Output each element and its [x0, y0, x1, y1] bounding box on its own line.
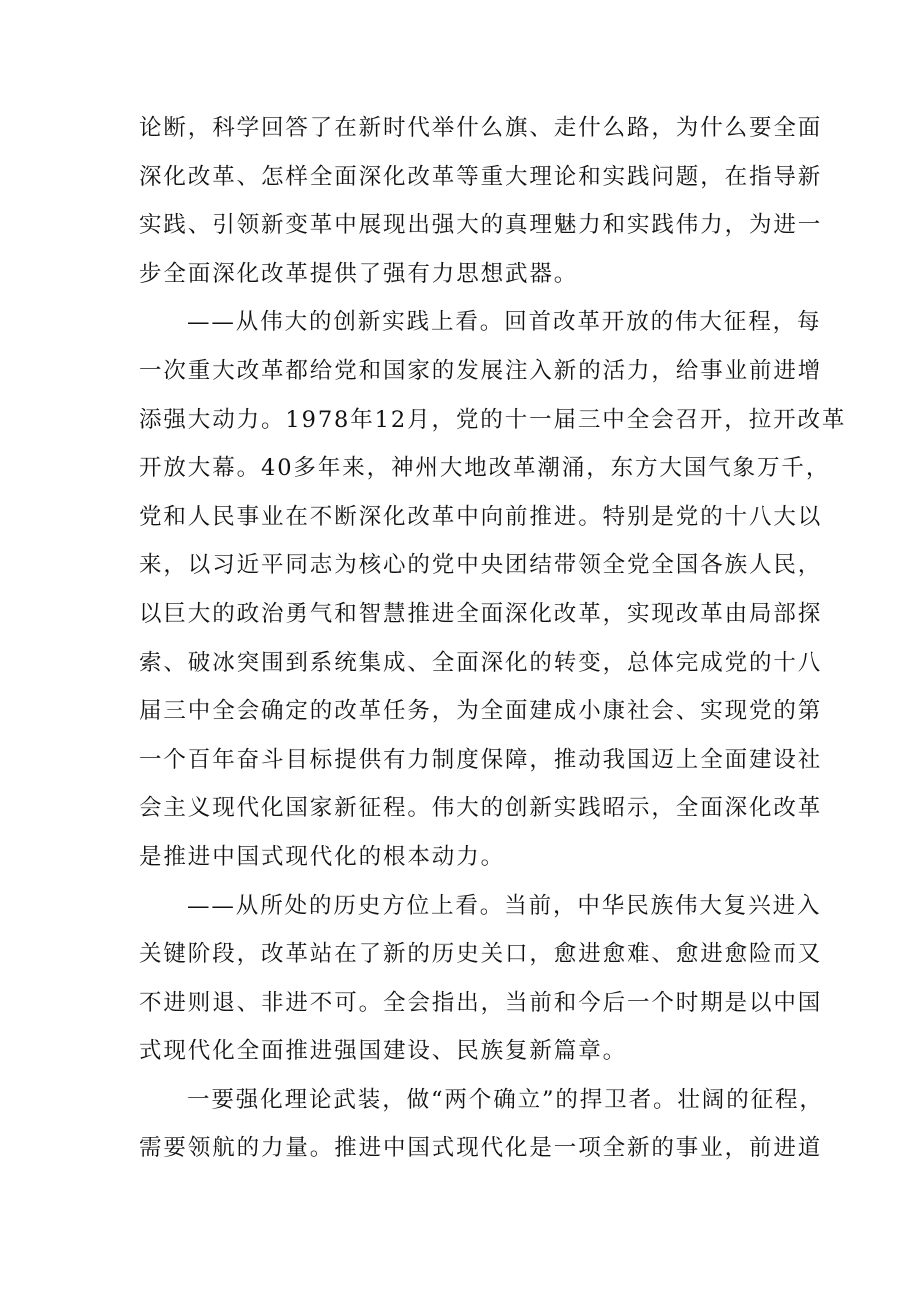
text-line: 实践、引领新变革中展现出强大的真理魅力和实践伟力，为进一	[139, 212, 823, 239]
text-line: 以巨大的政治勇气和智慧推进全面深化改革，实现改革由局部探	[139, 600, 823, 627]
text-line: 是推进中国式现代化的根本动力。	[139, 843, 506, 870]
text-line: 添强大动力。1978年12月，党的十一届三中全会召开，拉开改革	[139, 406, 847, 433]
text-line: 会主义现代化国家新征程。伟大的创新实践昭示，全面深化改革	[139, 795, 823, 822]
text-line: 关键阶段，改革站在了新的历史关口，愈进愈难、愈进愈险而又	[139, 941, 823, 968]
text-line: 一个百年奋斗目标提供有力制度保障，推动我国迈上全面建设社	[139, 746, 823, 773]
text-line: 一要强化理论武装，做“两个确立”的捍卫者。壮阔的征程，	[187, 1086, 824, 1113]
text-line: 一次重大改革都给党和国家的发展注入新的活力，给事业前进增	[139, 357, 823, 384]
text-line: 深化改革、怎样全面深化改革等重大理论和实践问题，在指导新	[139, 163, 823, 190]
text-line: ——从所处的历史方位上看。当前，中华民族伟大复兴进入	[187, 892, 822, 919]
document-body	[139, 104, 847, 1173]
text-line: 索、破冰突围到系统集成、全面深化的转变，总体完成党的十八	[139, 649, 823, 676]
text-line: 论断，科学回答了在新时代举什么旗、走什么路，为什么要全面	[139, 115, 823, 141]
text-line: 届三中全会确定的改革任务，为全面建成小康社会、实现党的第	[139, 698, 823, 725]
text-line: 开放大幕。40多年来，神州大地改革潮涌，东方大国气象万千，	[139, 455, 831, 482]
text-line: 式现代化全面推进强国建设、民族复新篇章。	[139, 1038, 628, 1065]
text-line: 不进则退、非进不可。全会指出，当前和今后一个时期是以中国	[139, 989, 823, 1016]
text-line: ——从伟大的创新实践上看。回首改革开放的伟大征程，每	[187, 309, 822, 336]
text-line: 步全面深化改革提供了强有力思想武器。	[139, 260, 579, 287]
text-line: 党和人民事业在不断深化改革中向前推进。特别是党的十八大以	[139, 503, 823, 530]
text-line: 需要领航的力量。推进中国式现代化是一项全新的事业，前进道	[139, 1135, 823, 1162]
text-line: 来，以习近平同志为核心的党中央团结带领全党全国各族人民，	[139, 552, 823, 579]
